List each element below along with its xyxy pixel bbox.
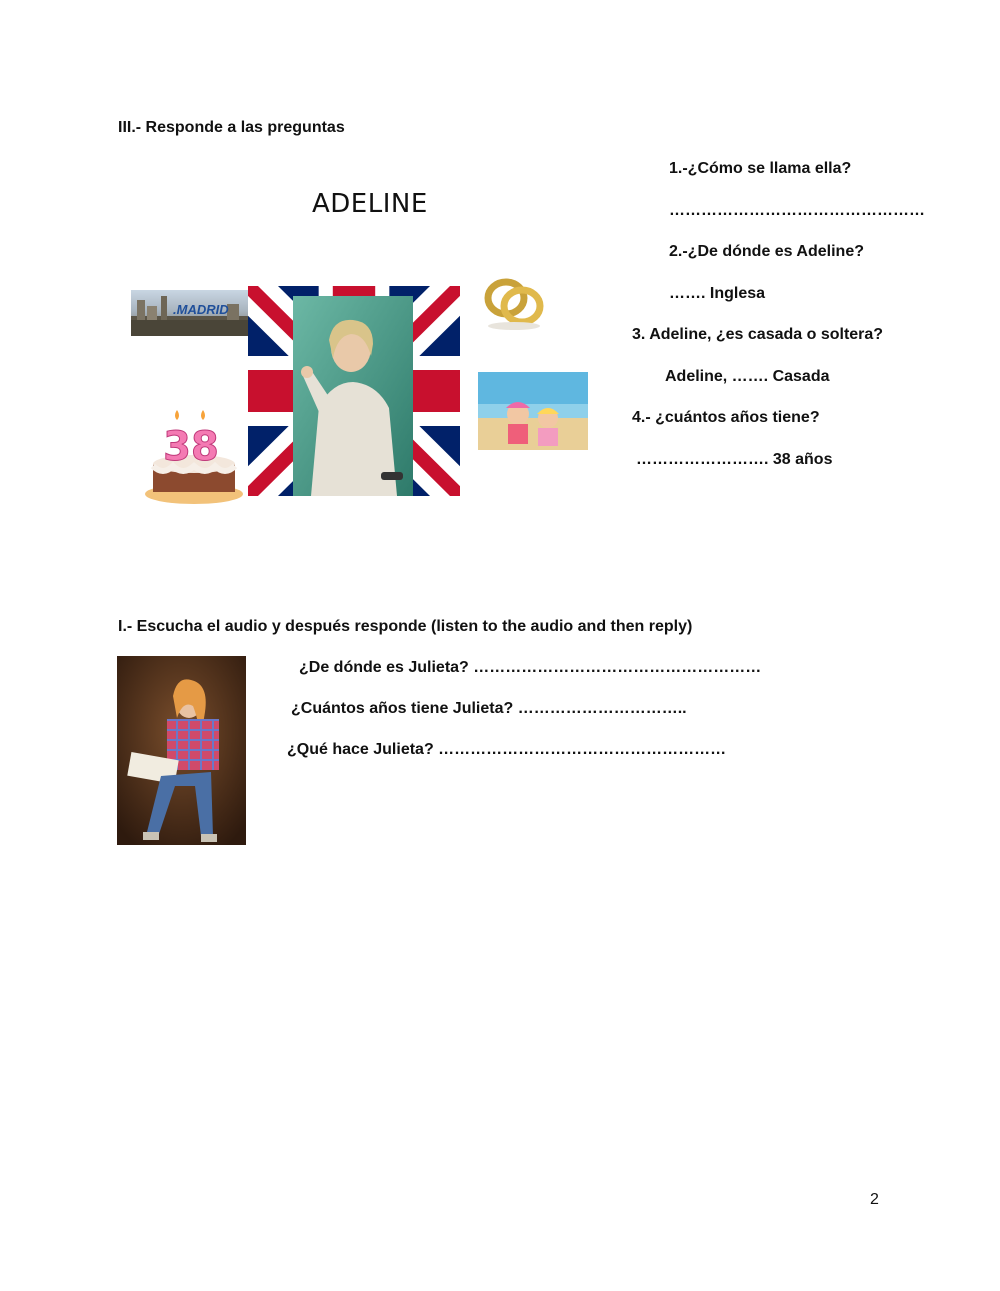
question-julieta-origin: ¿De dónde es Julieta? ……………………………………………… (299, 659, 762, 676)
madrid-image (131, 290, 251, 336)
wedding-rings-image (478, 272, 550, 332)
birthday-cake-image (143, 406, 245, 508)
question-2: 2.-¿De dónde es Adeline? (669, 243, 864, 260)
question-julieta-activity: ¿Qué hace Julieta? ……………………………………………… (287, 741, 727, 758)
teacher-photo (293, 296, 413, 496)
answer-3: Adeline, ……. Casada (665, 368, 830, 385)
answer-2: ……. Inglesa (669, 285, 766, 302)
question-1: 1.-¿Cómo se llama ella? (669, 160, 852, 177)
page-number: 2 (870, 1191, 879, 1208)
question-4: 4.- ¿cuántos años tiene? (632, 409, 820, 426)
person-name-heading: ADELINE (312, 189, 428, 219)
cake-number: 38 (163, 424, 219, 470)
answer-4: ……………………. 38 años (636, 451, 833, 468)
question-julieta-age: ¿Cuántos años tiene Julieta? ………………………….. (291, 700, 687, 717)
section-3-title: III.- Responde a las preguntas (118, 119, 345, 136)
answer-1-blank: ………………………………………… (669, 202, 925, 219)
question-3: 3. Adeline, ¿es casada o soltera? (632, 326, 884, 343)
beach-children-photo (478, 372, 588, 450)
section-1-title: I.- Escucha el audio y después responde (listen to the audio and then reply) (118, 618, 693, 635)
madrid-label: .MADRID (173, 302, 229, 317)
julieta-photo (117, 656, 246, 845)
